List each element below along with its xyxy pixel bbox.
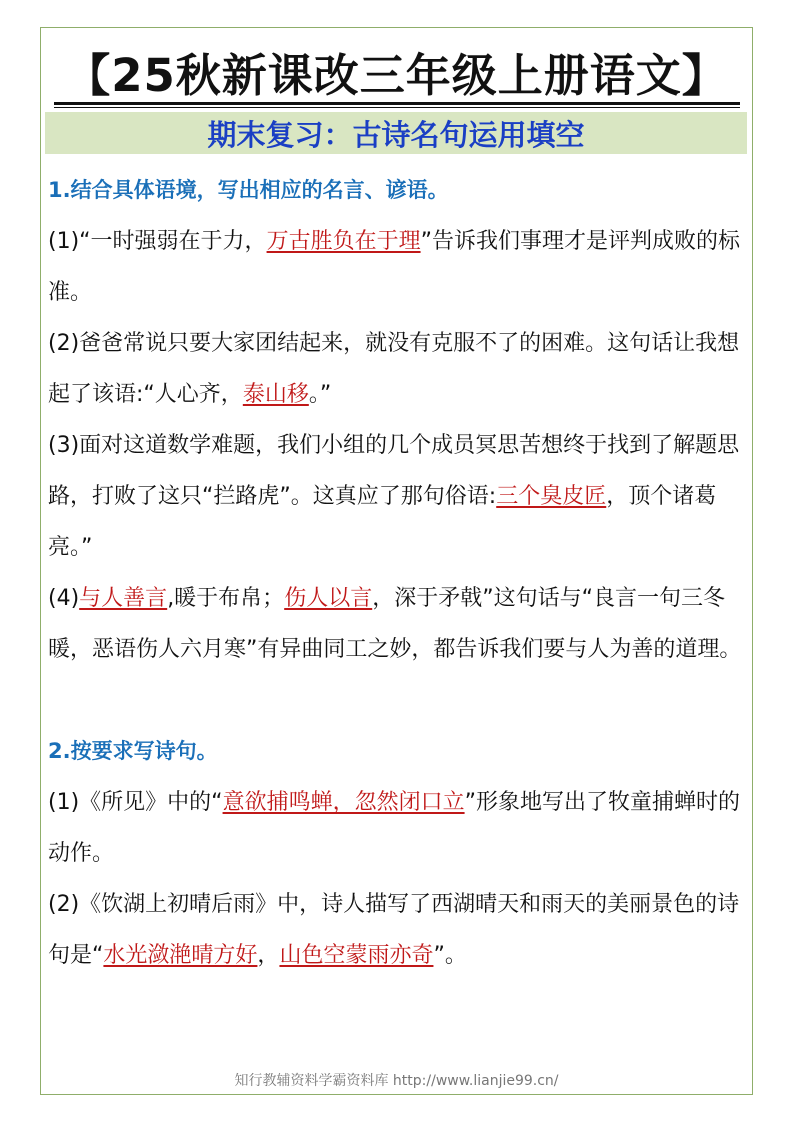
section2-heading: 2.按要求写诗句。 (48, 739, 218, 763)
q-text: (2)爸爸常说只要大家团结起来，就没有克服不了的困难。这句话让我想起了该语:“人心齐， (48, 331, 740, 407)
q-text: ,暖于布帛； (167, 586, 285, 611)
q-text: 。” (308, 382, 332, 407)
subtitle: 期末复习：古诗名句运用填空 (207, 117, 585, 152)
answer: 泰山移 (242, 382, 309, 407)
question-2-2 (48, 879, 748, 981)
question-1-3 (48, 420, 748, 573)
q-text: ，顶个诸葛亮。” (48, 484, 717, 560)
section-gap (48, 675, 748, 726)
title-rule-thick (54, 102, 740, 105)
answer: 意欲捕鸣蝉，忽然闭口立 (222, 790, 465, 815)
q-text: (2)《饮湖上初晴后雨》中，诗人描写了西湖晴天和雨天的美丽景色的诗句是“ (48, 892, 740, 968)
q-text: ”告诉我们事理才是评判成败的标准。 (48, 229, 740, 305)
question-1-4 (48, 573, 748, 675)
q-text: ”。 (433, 943, 467, 968)
answer: 水光潋滟晴方好 (103, 943, 258, 968)
question-1-2 (48, 318, 748, 420)
q-text: ， (257, 943, 280, 968)
question-2-1 (48, 777, 748, 879)
answer: 伤人以言 (284, 586, 373, 611)
question-1-1 (48, 216, 748, 318)
answer: 万古胜负在于理 (266, 229, 421, 254)
footer-watermark: 知行教辅资料学霸资料库 http://www.lianjie99.cn/ (234, 1073, 559, 1089)
page-title: 【25秋新课改三年级上册语文】 (65, 49, 728, 102)
title-rule-thin (54, 107, 740, 108)
worksheet-content (48, 165, 748, 981)
answer: 三个臭皮匠 (496, 484, 607, 509)
section1-heading: 1.结合具体语境，写出相应的名言、谚语。 (48, 178, 449, 202)
answer: 与人善言 (79, 586, 168, 611)
q-text: (1)《所见》中的“ (48, 790, 223, 815)
q-text: (4) (48, 586, 80, 611)
subtitle-band (45, 112, 747, 154)
q-text: ”形象地写出了牧童捕蝉时的动作。 (48, 790, 740, 866)
q-text: (1)“一时强弱在于力， (48, 229, 267, 254)
answer: 山色空蒙雨亦奇 (279, 943, 434, 968)
q-text: (3)面对这道数学难题，我们小组的几个成员冥思苦想终于找到了解题思路，打败了这只“拦路虎”。这真应了那句俗语: (48, 433, 740, 509)
q-text: ，深于矛戟”这句话与“良言一句三冬暖，恶语伤人六月寒”有异曲同工之妙，都告诉我们要与人为善的道理。 (48, 586, 742, 662)
